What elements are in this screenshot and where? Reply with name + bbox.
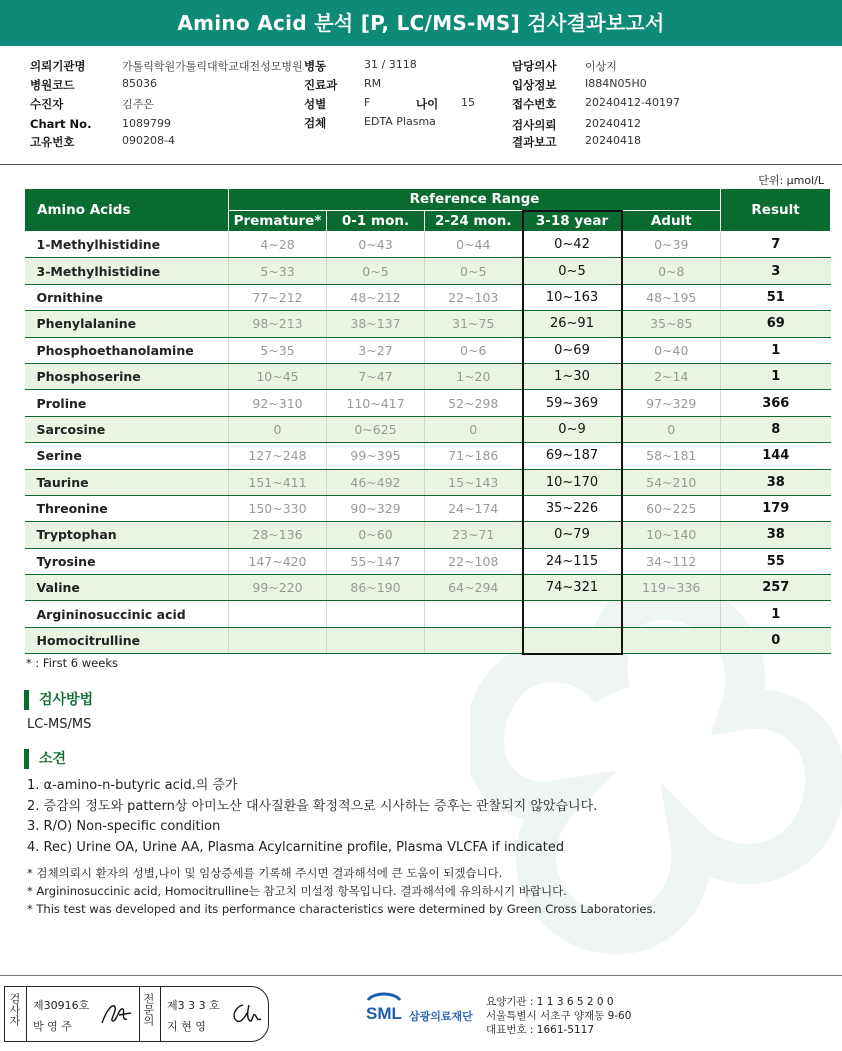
ref-premature: 150~330	[229, 495, 327, 521]
doctor-label: 담당의사	[512, 59, 557, 73]
ref-3-18-year: 10~163	[523, 284, 622, 310]
ward-label: 병동	[304, 59, 327, 73]
hospital-code-value: 85036	[122, 77, 157, 90]
ref-2-24-mon: 0~5	[425, 258, 523, 284]
ward-value: 31 / 3118	[364, 58, 417, 71]
ref-adult	[622, 627, 721, 653]
amino-acid-name: Tyrosine	[25, 548, 229, 574]
care-code: 요양기관 : 1 1 3 6 5 2 0 0	[486, 996, 614, 1008]
ref-2-24-mon: 31~75	[425, 311, 523, 337]
ref-0-1-mon: 110~417	[327, 390, 425, 416]
ref-3-18-year: 0~9	[523, 416, 622, 442]
ref-premature	[229, 627, 327, 653]
ref-0-1-mon: 55~147	[327, 548, 425, 574]
ref-adult: 10~140	[622, 522, 721, 548]
table-row	[25, 601, 831, 627]
ref-premature: 98~213	[229, 311, 327, 337]
chart-no-label: Chart No.	[30, 117, 92, 131]
ref-adult: 58~181	[622, 443, 721, 469]
sex-value: F	[364, 96, 371, 109]
ref-3-18-year: 26~91	[523, 311, 622, 337]
ref-2-24-mon: 64~294	[425, 575, 523, 601]
result-value: 1	[721, 337, 831, 363]
ref-adult: 34~112	[622, 548, 721, 574]
ref-premature: 5~35	[229, 337, 327, 363]
note-item: * Argininosuccinic acid, Homocitrulline는 참고치 미설정 항목입니다. 결과해석에 유의하시기 바랍니다.	[27, 884, 567, 898]
method-title: 검사방법	[24, 690, 93, 710]
ref-premature: 151~411	[229, 469, 327, 495]
ref-0-1-mon: 3~27	[327, 337, 425, 363]
specimen-value: EDTA Plasma	[364, 115, 436, 128]
ref-2-24-mon: 52~298	[425, 390, 523, 416]
ref-premature	[229, 601, 327, 627]
admission-value: I884N05H0	[585, 77, 647, 90]
ref-premature: 127~248	[229, 443, 327, 469]
result-value: 7	[721, 232, 831, 258]
request-label: 검사의뢰	[512, 118, 557, 132]
report-date-label: 결과보고	[512, 135, 557, 149]
specimen-label: 검체	[304, 116, 327, 130]
ref-premature: 28~136	[229, 522, 327, 548]
ref-3-18-year: 0~5	[523, 258, 622, 284]
specialist-license: 제3 3 3 호	[167, 999, 220, 1012]
amino-acid-name: Phosphoethanolamine	[25, 337, 229, 363]
result-value: 3	[721, 258, 831, 284]
col-reference-range: Reference Range	[229, 189, 721, 211]
divider	[0, 164, 842, 165]
ref-2-24-mon: 22~103	[425, 284, 523, 310]
ref-3-18-year: 69~187	[523, 443, 622, 469]
ref-adult: 2~14	[622, 363, 721, 389]
receipt-label: 접수번호	[512, 97, 557, 111]
amino-acid-name: Argininosuccinic acid	[25, 601, 229, 627]
request-value: 20240412	[585, 117, 641, 130]
ref-2-24-mon	[425, 627, 523, 653]
table-row	[25, 522, 831, 548]
ref-adult: 0	[622, 416, 721, 442]
footer-divider	[0, 975, 842, 976]
result-value: 38	[721, 469, 831, 495]
ref-2-24-mon: 0~44	[425, 232, 523, 258]
org-info	[486, 995, 631, 1037]
ref-0-1-mon: 0~43	[327, 232, 425, 258]
result-value: 179	[721, 495, 831, 521]
col-0-1-mon: 0-1 mon.	[327, 211, 425, 232]
col-result: Result	[721, 189, 831, 232]
ref-0-1-mon: 99~395	[327, 443, 425, 469]
amino-acid-name: 3-Methylhistidine	[25, 258, 229, 284]
note-item: * 검체의뢰시 환자의 성별,나이 및 임상증세를 기록해 주시면 결과해석에 큰 도움이 되겠습니다.	[27, 866, 503, 880]
table-row	[25, 258, 831, 284]
ref-adult: 97~329	[622, 390, 721, 416]
amino-acid-name: Homocitrulline	[25, 627, 229, 653]
org-phone: 대표번호 : 1661-5117	[486, 1024, 595, 1036]
ref-premature: 5~33	[229, 258, 327, 284]
sex-label: 성별	[304, 97, 327, 111]
recipient-label: 수진자	[30, 97, 64, 111]
amino-acid-name: Taurine	[25, 469, 229, 495]
ref-3-18-year: 0~42	[523, 232, 622, 258]
ref-3-18-year: 59~369	[523, 390, 622, 416]
amino-acid-name: Phenylalanine	[25, 311, 229, 337]
ref-2-24-mon: 22~108	[425, 548, 523, 574]
ref-adult: 35~85	[622, 311, 721, 337]
ref-2-24-mon: 71~186	[425, 443, 523, 469]
specialist-label: 전문의	[142, 993, 155, 1026]
table-row	[25, 416, 831, 442]
findings-title: 소견	[24, 749, 66, 769]
doctor-value: 이상지	[585, 60, 617, 73]
ref-adult: 0~40	[622, 337, 721, 363]
table-row	[25, 469, 831, 495]
ref-0-1-mon: 90~329	[327, 495, 425, 521]
ref-3-18-year: 1~30	[523, 363, 622, 389]
amino-acid-name: Phosphoserine	[25, 363, 229, 389]
ref-0-1-mon: 46~492	[327, 469, 425, 495]
note-item: * This test was developed and its performance characteristics were determined by Green Cross Laboratories.	[27, 902, 657, 916]
col-amino-acids: Amino Acids	[25, 189, 229, 232]
ref-3-18-year: 0~79	[523, 522, 622, 548]
ref-adult: 54~210	[622, 469, 721, 495]
amino-acid-name: Valine	[25, 575, 229, 601]
admission-label: 입상정보	[512, 78, 557, 92]
specialist-signature	[229, 999, 263, 1029]
unit-label: 단위: μmol/L	[758, 174, 824, 187]
age-label: 나이	[416, 97, 439, 111]
result-value: 144	[721, 443, 831, 469]
ref-3-18-year	[523, 601, 622, 627]
result-value: 38	[721, 522, 831, 548]
ref-adult: 60~225	[622, 495, 721, 521]
result-value: 0	[721, 627, 831, 653]
col-adult: Adult	[622, 211, 721, 232]
dept-value: RM	[364, 77, 382, 90]
ref-adult: 0~39	[622, 232, 721, 258]
result-value: 257	[721, 575, 831, 601]
ref-0-1-mon	[327, 627, 425, 653]
ref-premature: 0	[229, 416, 327, 442]
amino-acid-name: Threonine	[25, 495, 229, 521]
table-row	[25, 575, 831, 601]
ref-3-18-year	[523, 627, 622, 653]
finding-item: 4. Rec) Urine OA, Urine AA, Plasma Acylcarnitine profile, Plasma VLCFA if indicated	[27, 839, 565, 855]
ref-0-1-mon: 7~47	[327, 363, 425, 389]
result-value: 1	[721, 601, 831, 627]
table-row	[25, 390, 831, 416]
institution-label: 의뢰기관명	[30, 59, 86, 73]
patient-info	[0, 55, 842, 165]
ref-3-18-year: 0~69	[523, 337, 622, 363]
ref-3-18-year: 10~170	[523, 469, 622, 495]
chart-no-value: 1089799	[122, 117, 171, 130]
specialist-name: 지 현 영	[167, 1020, 206, 1033]
result-value: 366	[721, 390, 831, 416]
col-2-24-mon: 2-24 mon.	[425, 211, 523, 232]
table-row	[25, 232, 831, 258]
amino-acid-name: 1-Methylhistidine	[25, 232, 229, 258]
ref-premature: 4~28	[229, 232, 327, 258]
amino-acid-name: Serine	[25, 443, 229, 469]
recipient-value: 김주은	[122, 98, 154, 111]
findings-list	[27, 776, 597, 858]
ref-premature: 77~212	[229, 284, 327, 310]
ref-premature: 99~220	[229, 575, 327, 601]
examiner-signature	[99, 999, 133, 1029]
ref-2-24-mon	[425, 601, 523, 627]
finding-item: 3. R/O) Non-specific condition	[27, 819, 221, 834]
hospital-code-label: 병원코드	[30, 78, 75, 92]
institution-value: 가톨릭학원가톨릭대학교대전성모병원	[122, 60, 303, 73]
ref-0-1-mon	[327, 601, 425, 627]
amino-acid-name: Tryptophan	[25, 522, 229, 548]
notes-list	[27, 864, 656, 918]
table-row	[25, 495, 831, 521]
ref-adult: 0~8	[622, 258, 721, 284]
amino-acid-name: Sarcosine	[25, 416, 229, 442]
unique-no-label: 고유번호	[30, 135, 75, 149]
table-row	[25, 337, 831, 363]
result-value: 51	[721, 284, 831, 310]
result-value: 8	[721, 416, 831, 442]
report-title: Amino Acid 분석 [P, LC/MS-MS] 검사결과보고서	[0, 0, 842, 46]
result-value: 55	[721, 548, 831, 574]
dept-label: 진료과	[304, 78, 338, 92]
finding-item: 1. α-amino-n-butyric acid.의 증가	[27, 778, 238, 793]
report-date-value: 20240418	[585, 134, 641, 147]
org-address: 서울특별시 서초구 양재동 9-60	[486, 1010, 632, 1022]
signature-box	[4, 986, 269, 1042]
ref-adult	[622, 601, 721, 627]
table-row	[25, 363, 831, 389]
amino-acid-name: Proline	[25, 390, 229, 416]
ref-3-18-year: 24~115	[523, 548, 622, 574]
ref-0-1-mon: 0~60	[327, 522, 425, 548]
examiner-name: 박 영 주	[33, 1020, 72, 1033]
ref-2-24-mon: 23~71	[425, 522, 523, 548]
ref-2-24-mon: 0	[425, 416, 523, 442]
amino-acid-table	[24, 188, 831, 655]
examiner-label: 검사자	[8, 993, 21, 1026]
age-value: 15	[461, 96, 475, 109]
col-premature: Premature*	[229, 211, 327, 232]
ref-premature: 92~310	[229, 390, 327, 416]
sml-logo-text: SML	[366, 1004, 402, 1023]
ref-premature: 10~45	[229, 363, 327, 389]
ref-2-24-mon: 0~6	[425, 337, 523, 363]
result-value: 69	[721, 311, 831, 337]
ref-0-1-mon: 48~212	[327, 284, 425, 310]
amino-acid-name: Ornithine	[25, 284, 229, 310]
ref-premature: 147~420	[229, 548, 327, 574]
ref-2-24-mon: 15~143	[425, 469, 523, 495]
ref-3-18-year: 35~226	[523, 495, 622, 521]
receipt-value: 20240412-40197	[585, 96, 680, 109]
ref-adult: 48~195	[622, 284, 721, 310]
table-row	[25, 311, 831, 337]
table-row	[25, 443, 831, 469]
ref-0-1-mon: 0~5	[327, 258, 425, 284]
ref-adult: 119~336	[622, 575, 721, 601]
ref-0-1-mon: 38~137	[327, 311, 425, 337]
table-row	[25, 627, 831, 653]
table-row	[25, 548, 831, 574]
col-3-18-year: 3-18 year	[523, 211, 622, 232]
ref-0-1-mon: 86~190	[327, 575, 425, 601]
table-footnote: * : First 6 weeks	[26, 656, 118, 670]
unique-no-value: 090208-4	[122, 134, 175, 147]
ref-0-1-mon: 0~625	[327, 416, 425, 442]
ref-3-18-year: 74~321	[523, 575, 622, 601]
org-name: 삼광의료재단	[409, 1010, 473, 1023]
method-text: LC-MS/MS	[27, 717, 92, 732]
result-value: 1	[721, 363, 831, 389]
table-row	[25, 284, 831, 310]
ref-2-24-mon: 24~174	[425, 495, 523, 521]
examiner-license: 제30916호	[33, 999, 90, 1012]
ref-2-24-mon: 1~20	[425, 363, 523, 389]
finding-item: 2. 증감의 정도와 pattern상 아미노산 대사질환을 확정적으로 시사하는 증후는 관찰되지 않았습니다.	[27, 798, 598, 814]
